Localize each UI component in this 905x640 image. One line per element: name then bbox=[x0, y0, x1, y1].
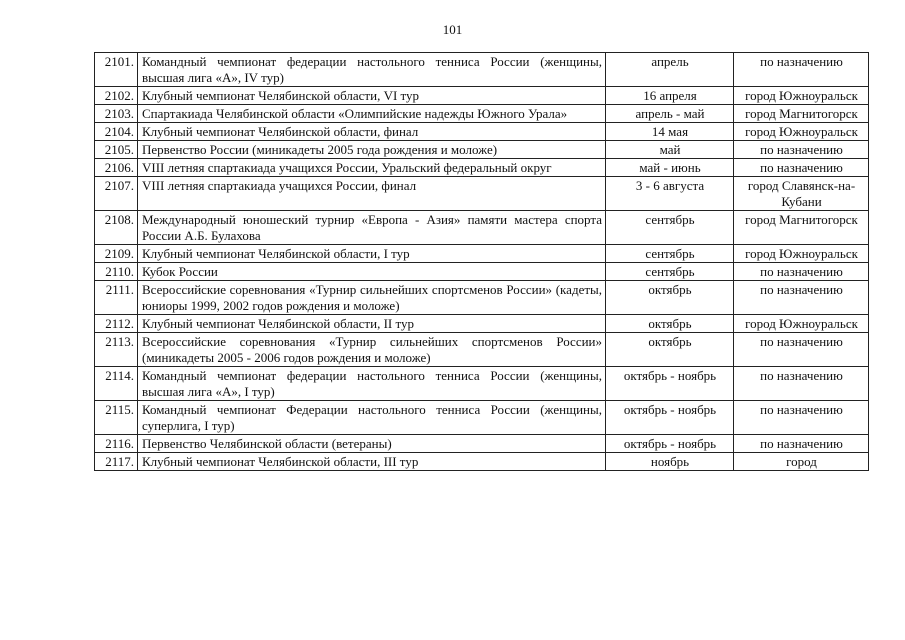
event-date: октябрь bbox=[606, 315, 734, 333]
event-title: Международный юношеский турнир «Европа - Азия» памяти мастера спорта России А.Б. Булахова bbox=[138, 211, 606, 245]
table-row bbox=[95, 367, 869, 401]
event-date: октябрь - ноябрь bbox=[606, 367, 734, 401]
table-row bbox=[95, 141, 869, 159]
row-number: 2114. bbox=[95, 367, 138, 401]
event-date: апрель - май bbox=[606, 105, 734, 123]
event-place: город Магнитогорск bbox=[734, 211, 869, 245]
event-title: Клубный чемпионат Челябинской области, III тур bbox=[138, 453, 606, 471]
table-row bbox=[95, 211, 869, 245]
event-place: по назначению bbox=[734, 141, 869, 159]
event-title: Командный чемпионат Федерации настольного тенниса России (женщины, суперлига, I тур) bbox=[138, 401, 606, 435]
event-title: Клубный чемпионат Челябинской области, I тур bbox=[138, 245, 606, 263]
event-date: октябрь - ноябрь bbox=[606, 401, 734, 435]
table-row bbox=[95, 281, 869, 315]
event-date: 3 - 6 августа bbox=[606, 177, 734, 211]
page-number: 101 bbox=[442, 22, 463, 37]
row-number: 2108. bbox=[95, 211, 138, 245]
table-row bbox=[95, 105, 869, 123]
event-date: сентябрь bbox=[606, 263, 734, 281]
event-place: по назначению bbox=[734, 159, 869, 177]
event-title: Клубный чемпионат Челябинской области, VI тур bbox=[138, 87, 606, 105]
event-title: Командный чемпионат федерации настольного тенниса России (женщины, высшая лига «А», IV тур) bbox=[138, 53, 606, 87]
row-number: 2109. bbox=[95, 245, 138, 263]
event-date: сентябрь bbox=[606, 211, 734, 245]
table-row bbox=[95, 245, 869, 263]
event-place: по назначению bbox=[734, 281, 869, 315]
row-number: 2112. bbox=[95, 315, 138, 333]
event-date: апрель bbox=[606, 53, 734, 87]
table-row bbox=[95, 177, 869, 211]
event-place: город Славянск-на-Кубани bbox=[734, 177, 869, 211]
event-place: город Южноуральск bbox=[734, 87, 869, 105]
event-place: город Южноуральск bbox=[734, 123, 869, 141]
event-date: 14 мая bbox=[606, 123, 734, 141]
row-number: 2104. bbox=[95, 123, 138, 141]
row-number: 2107. bbox=[95, 177, 138, 211]
row-number: 2111. bbox=[95, 281, 138, 315]
row-number: 2116. bbox=[95, 435, 138, 453]
row-number: 2113. bbox=[95, 333, 138, 367]
table-row bbox=[95, 453, 869, 471]
event-date: ноябрь bbox=[606, 453, 734, 471]
event-date: май - июнь bbox=[606, 159, 734, 177]
event-place: по назначению bbox=[734, 435, 869, 453]
row-number: 2117. bbox=[95, 453, 138, 471]
row-number: 2105. bbox=[95, 141, 138, 159]
row-number: 2102. bbox=[95, 87, 138, 105]
event-date: октябрь bbox=[606, 333, 734, 367]
table-row bbox=[95, 123, 869, 141]
event-place: город bbox=[734, 453, 869, 471]
event-place: по назначению bbox=[734, 401, 869, 435]
event-place: по назначению bbox=[734, 367, 869, 401]
event-date: май bbox=[606, 141, 734, 159]
row-number: 2106. bbox=[95, 159, 138, 177]
event-title: Первенство России (миникадеты 2005 года рождения и моложе) bbox=[138, 141, 606, 159]
table-row bbox=[95, 435, 869, 453]
event-title: Всероссийские соревнования «Турнир сильнейших спортсменов России» (миникадеты 2005 - 2006 годов рождения и моложе) bbox=[138, 333, 606, 367]
event-place: по назначению bbox=[734, 333, 869, 367]
event-title: Клубный чемпионат Челябинской области, II тур bbox=[138, 315, 606, 333]
event-title: Всероссийские соревнования «Турнир сильнейших спортсменов России» (кадеты, юниоры 1999, 2002 годов рождения и моложе) bbox=[138, 281, 606, 315]
table-row bbox=[95, 333, 869, 367]
event-title: Первенство Челябинской области (ветераны) bbox=[138, 435, 606, 453]
event-title: Клубный чемпионат Челябинской области, финал bbox=[138, 123, 606, 141]
table-row bbox=[95, 53, 869, 87]
event-place: город Южноуральск bbox=[734, 315, 869, 333]
row-number: 2103. bbox=[95, 105, 138, 123]
table-row bbox=[95, 401, 869, 435]
table-row bbox=[95, 263, 869, 281]
events-table bbox=[94, 52, 869, 471]
event-date: сентябрь bbox=[606, 245, 734, 263]
event-place: по назначению bbox=[734, 53, 869, 87]
table-row bbox=[95, 315, 869, 333]
event-date: октябрь bbox=[606, 281, 734, 315]
event-date: октябрь - ноябрь bbox=[606, 435, 734, 453]
event-title: VIII летняя спартакиада учащихся России, финал bbox=[138, 177, 606, 211]
event-title: VIII летняя спартакиада учащихся России, Уральский федеральный округ bbox=[138, 159, 606, 177]
row-number: 2110. bbox=[95, 263, 138, 281]
table-row bbox=[95, 87, 869, 105]
event-title: Командный чемпионат федерации настольного тенниса России (женщины, высшая лига «А», I тур) bbox=[138, 367, 606, 401]
event-date: 16 апреля bbox=[606, 87, 734, 105]
event-place: город Южноуральск bbox=[734, 245, 869, 263]
event-title: Спартакиада Челябинской области «Олимпийские надежды Южного Урала» bbox=[138, 105, 606, 123]
row-number: 2115. bbox=[95, 401, 138, 435]
event-place: город Магнитогорск bbox=[734, 105, 869, 123]
event-place: по назначению bbox=[734, 263, 869, 281]
table-row bbox=[95, 159, 869, 177]
event-title: Кубок России bbox=[138, 263, 606, 281]
row-number: 2101. bbox=[95, 53, 138, 87]
